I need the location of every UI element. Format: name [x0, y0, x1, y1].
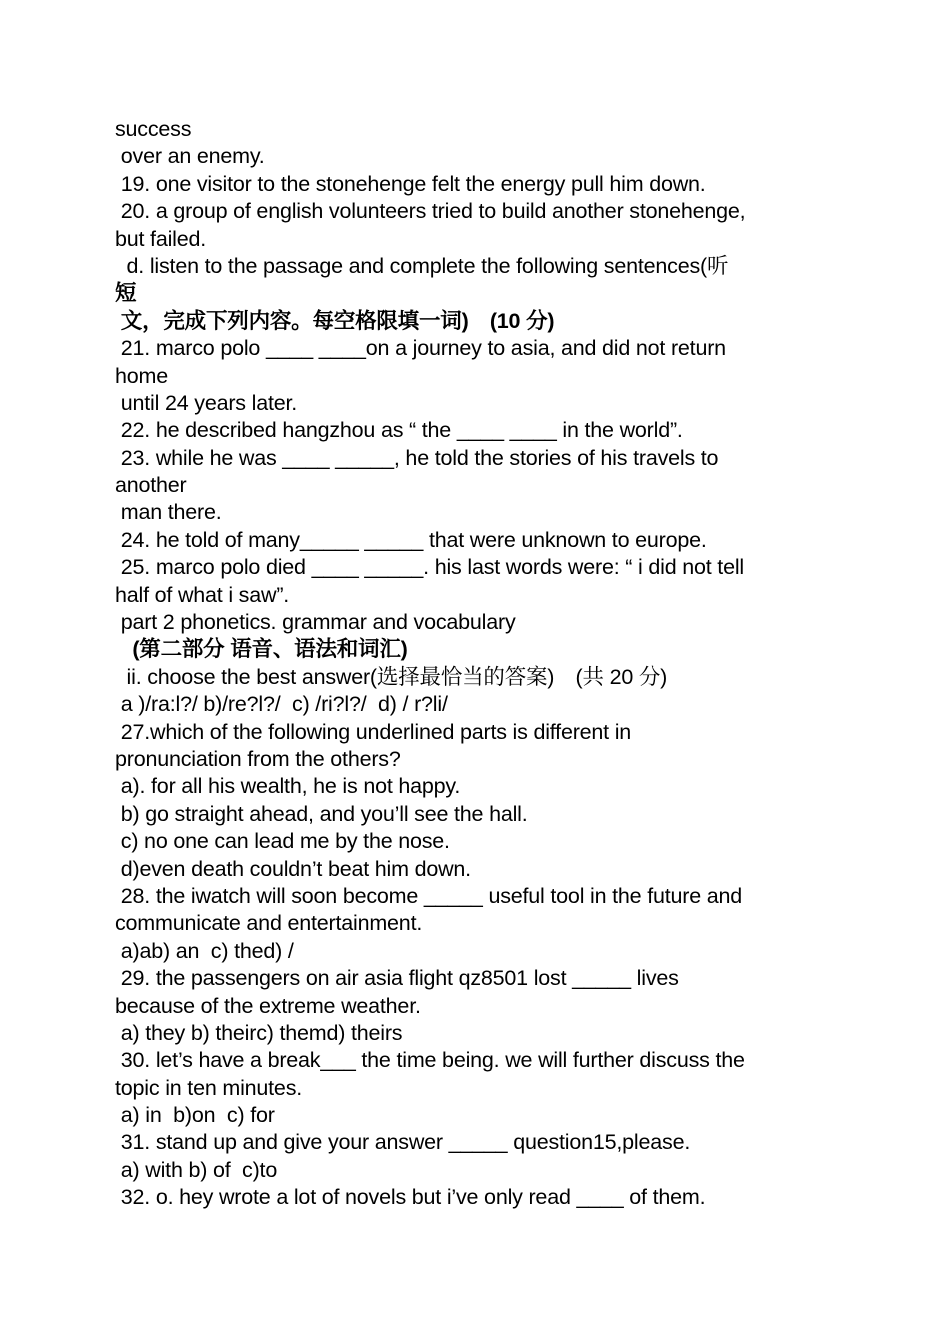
text-line: 24. he told of many_____ _____ that were unknown to europe.	[115, 527, 707, 552]
text-line: part 2 phonetics. grammar and vocabulary	[115, 610, 516, 635]
text-line: a) with b) of c)to	[115, 1157, 278, 1182]
text-line: 29. the passengers on air asia flight qz8501 lost _____ lives	[115, 966, 679, 991]
text-line: 23. while he was ____ _____, he told the stories of his travels to	[115, 445, 719, 470]
text-line: (第二部分 语音、语法和词汇)	[115, 637, 408, 662]
text-line: man there.	[115, 500, 222, 525]
text-line: home	[115, 363, 168, 388]
text-line: 28. the iwatch will soon become _____ useful tool in the future and	[115, 883, 743, 908]
text-line: a) in b)on c) for	[115, 1103, 275, 1128]
document-body	[115, 116, 845, 1212]
text-line: 32. o. hey wrote a lot of novels but i’ve only read ____ of them.	[115, 1185, 706, 1210]
text-line: 30. let’s have a break___ the time being. we will further discuss the	[115, 1048, 745, 1073]
text-line: d)even death couldn’t beat him down.	[115, 856, 471, 881]
text-line: a) they b) theirc) themd) theirs	[115, 1020, 403, 1045]
text-line: 短	[115, 281, 137, 306]
text-line: 27.which of the following underlined parts is different in	[115, 719, 632, 744]
text-line: because of the extreme weather.	[115, 993, 421, 1018]
text-line: b) go straight ahead, and you’ll see the hall.	[115, 801, 528, 826]
text-line: 25. marco polo died ____ _____. his last words were: “ i did not tell	[115, 555, 744, 580]
text-line: 22. he described hangzhou as “ the ____ ____ in the world”.	[115, 418, 683, 443]
text-line: half of what i saw”.	[115, 582, 290, 607]
text-line: until 24 years later.	[115, 390, 298, 415]
text-line: d. listen to the passage and complete the following sentences(听	[115, 253, 729, 278]
text-line: another	[115, 473, 187, 498]
text-line: a )/ra:l?/ b)/re?l?/ c) /ri?l?/ d) / r?li/	[115, 692, 448, 717]
text-line: over an enemy.	[115, 144, 265, 169]
text-line: communicate and entertainment.	[115, 911, 423, 936]
text-line: ii. choose the best answer(选择最恰当的答案) (共 20 分)	[115, 664, 668, 689]
text-line: c) no one can lead me by the nose.	[115, 829, 450, 854]
text-line: pronunciation from the others?	[115, 746, 401, 771]
text-line: 19. one visitor to the stonehenge felt the energy pull him down.	[115, 171, 706, 196]
text-line: 31. stand up and give your answer _____ question15,please.	[115, 1130, 691, 1155]
text-line: success	[115, 117, 192, 141]
text-line: a)ab) an c) thed) /	[115, 938, 294, 963]
text-line: topic in ten minutes.	[115, 1075, 303, 1100]
text-line: but failed.	[115, 226, 207, 251]
text-line: a). for all his wealth, he is not happy.	[115, 774, 461, 799]
text-line: 文，完成下列内容。每空格限填一词) (10 分)	[115, 308, 555, 333]
text-line: 21. marco polo ____ ____on a journey to asia, and did not return	[115, 336, 726, 361]
text-line: 20. a group of english volunteers tried to build another stonehenge,	[115, 199, 746, 224]
